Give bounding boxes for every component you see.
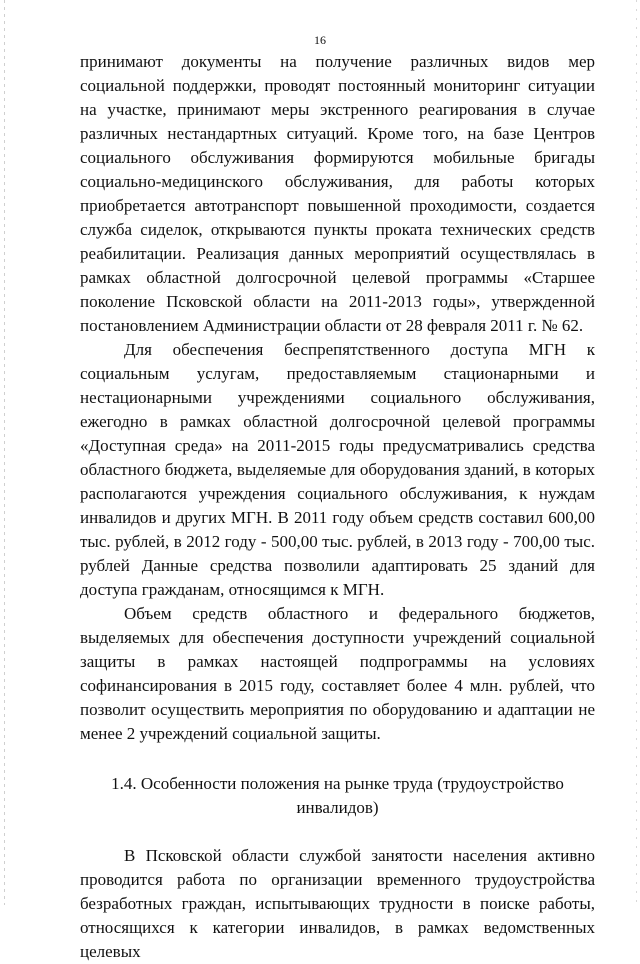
paragraph-continued: принимают документы на получение различных видов мер социальной поддержки, проводят постоянный мониторинг ситуации на участке, принимают меры экстренного реагирования в случае различных нестандартных ситуаций. Кроме того, на базе Центров социального обслуживания формируются мобильные бригады социально-медицинского обслуживания, для работы которых приобретается автотранспорт повышенной проходимости, создается служба сиделок, открываются пункты проката технических средств реабилитации. Реализация данных мероприятий осуществлялась в рамках областной долгосрочной целевой программы «Старшее поколение Псковской области на 2011-2013 годы», утвержденной постановлением Администрации области от 28 февраля 2011 г. № 62. — [80, 52, 595, 335]
paragraph-employment: В Псковской области службой занятости населения активно проводится работа по организации временного трудоустройства безработных граждан, испытывающих трудности в поиске работы, относящихся к категории инвалидов, в рамках ведомственных целевых — [80, 846, 595, 961]
scan-edge-left — [4, 0, 5, 905]
page-number: 16 — [314, 33, 326, 47]
paragraph-accessibility: Для обеспечения беспрепятственного доступа МГН к социальным услугам, предоставляемым стационарными и нестационарными учреждениями социального обслуживания, ежегодно в рамках областной долгосрочной целевой программы «Доступная среда» на 2011-2015 годы предусматривались средства областного бюджета, выделяемые для оборудования зданий, в которых располагаются учреждения социального обслуживания, к нуждам инвалидов и других МГН. В 2011 году объем средств составил 600,00 тыс. рублей, в 2012 году - 500,00 тыс. рублей, в 2013 году - 700,00 тыс. рублей Данные средства позволили адаптировать 25 зданий для доступа гражданам, относящимся к МГН. — [80, 340, 595, 599]
paragraph-budget: Объем средств областного и федерального бюджетов, выделяемых для обеспечения доступности учреждений социальной защиты в рамках настоящей подпрограммы на условиях софинансирования в 2015 году, составляет более 4 млн. рублей, что позволит осуществить мероприятия по оборудованию и адаптации не менее 2 учреждений социальной защиты. — [80, 604, 595, 743]
document-body — [80, 50, 595, 964]
scan-edge-right — [636, 0, 637, 905]
section-heading: 1.4. Особенности положения на рынке труда (трудоустройство инвалидов) — [111, 774, 564, 817]
